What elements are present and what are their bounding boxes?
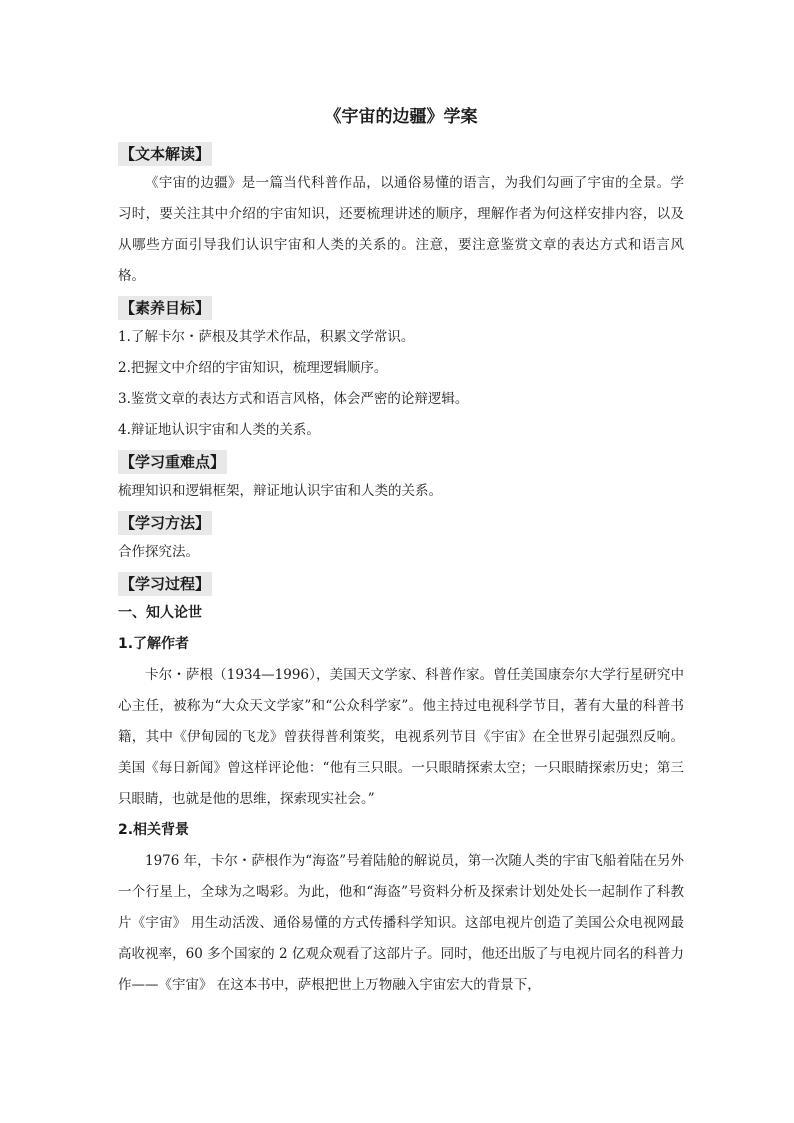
subheading-background: 2.相关背景 <box>118 822 190 838</box>
keypoints-text: 梳理知识和逻辑框架，辩证地认识宇宙和人类的关系。 <box>118 483 442 499</box>
section-heading-reading: 【文本解读】 <box>118 142 212 166</box>
page-title: 《宇宙的边疆》学案 <box>324 107 478 127</box>
section-keypoints <box>118 446 684 507</box>
goal-item-2: 2.把握文中介绍的宇宙知识，梳理逻辑顺序。 <box>118 360 388 376</box>
method-text: 合作探究法。 <box>118 544 199 560</box>
section-reading <box>118 138 684 292</box>
author-paragraph: 卡尔・萨根（1934—1996），美国天文学家、科普作家。曾任美国康奈尔大学行星研究中心主任，被称为“大众天文学家”和“公众科学家”。他主持过电视科学节目，著有大量的科普书籍，其中《伊甸园的飞龙》曾获得普利策奖，电视系列节目《宇宙》在全世界引起强烈反响。美国《每日新闻》曾这样评论他：“他有三只眼。一只眼睛探索太空；一只眼睛探索历史；第三只眼睛，也就是他的思维，探索现实社会。” <box>118 667 684 807</box>
goal-item-3: 3.鉴赏文章的表达方式和语言风格，体会严密的论辩逻辑。 <box>118 391 469 407</box>
section-heading-goals: 【素养目标】 <box>118 296 212 320</box>
subheading-author: 1.了解作者 <box>118 636 190 652</box>
section-goals <box>118 292 684 446</box>
section-heading-process: 【学习过程】 <box>118 572 212 596</box>
goal-item-1: 1.了解卡尔・萨根及其学术作品，积累文学常识。 <box>118 329 415 345</box>
section-heading-keypoints: 【学习重难点】 <box>118 450 227 474</box>
document-page <box>118 100 684 1001</box>
goal-item-4: 4.辩证地认识宇宙和人类的关系。 <box>118 422 320 438</box>
background-paragraph: 1976 年，卡尔・萨根作为“海盗”号着陆舱的解说员，第一次随人类的宇宙飞船着陆在另外一个行星上，全球为之喝彩。为此，他和“海盗”号资料分析及探索计划处处长一起制作了科教片《宇宙》 用生动活泼、通俗易懂的方式传播科学知识。这部电视片创造了美国公众电视网最高收视率，60 多个国家的 2 亿观众观看了这部片子。同时，他还出版了与电视片同名的科普力作——《宇宙》 在这本书中，萨根把世上万物融入宇宙宏大的背景下， <box>118 853 684 993</box>
reading-paragraph: 《宇宙的边疆》是一篇当代科普作品，以通俗易懂的语言，为我们勾画了宇宙的全景。学习时，要关注其中介绍的宇宙知识，还要梳理讲述的顺序，理解作者为何这样安排内容，以及从哪些方面引导我们认识宇宙和人类的关系的。注意，要注意鉴赏文章的表达方式和语言风格。 <box>118 175 684 284</box>
section-process <box>118 568 684 1001</box>
process-part-1: 一、知人论世 <box>118 605 202 621</box>
section-method <box>118 507 684 568</box>
section-heading-method: 【学习方法】 <box>118 511 212 535</box>
